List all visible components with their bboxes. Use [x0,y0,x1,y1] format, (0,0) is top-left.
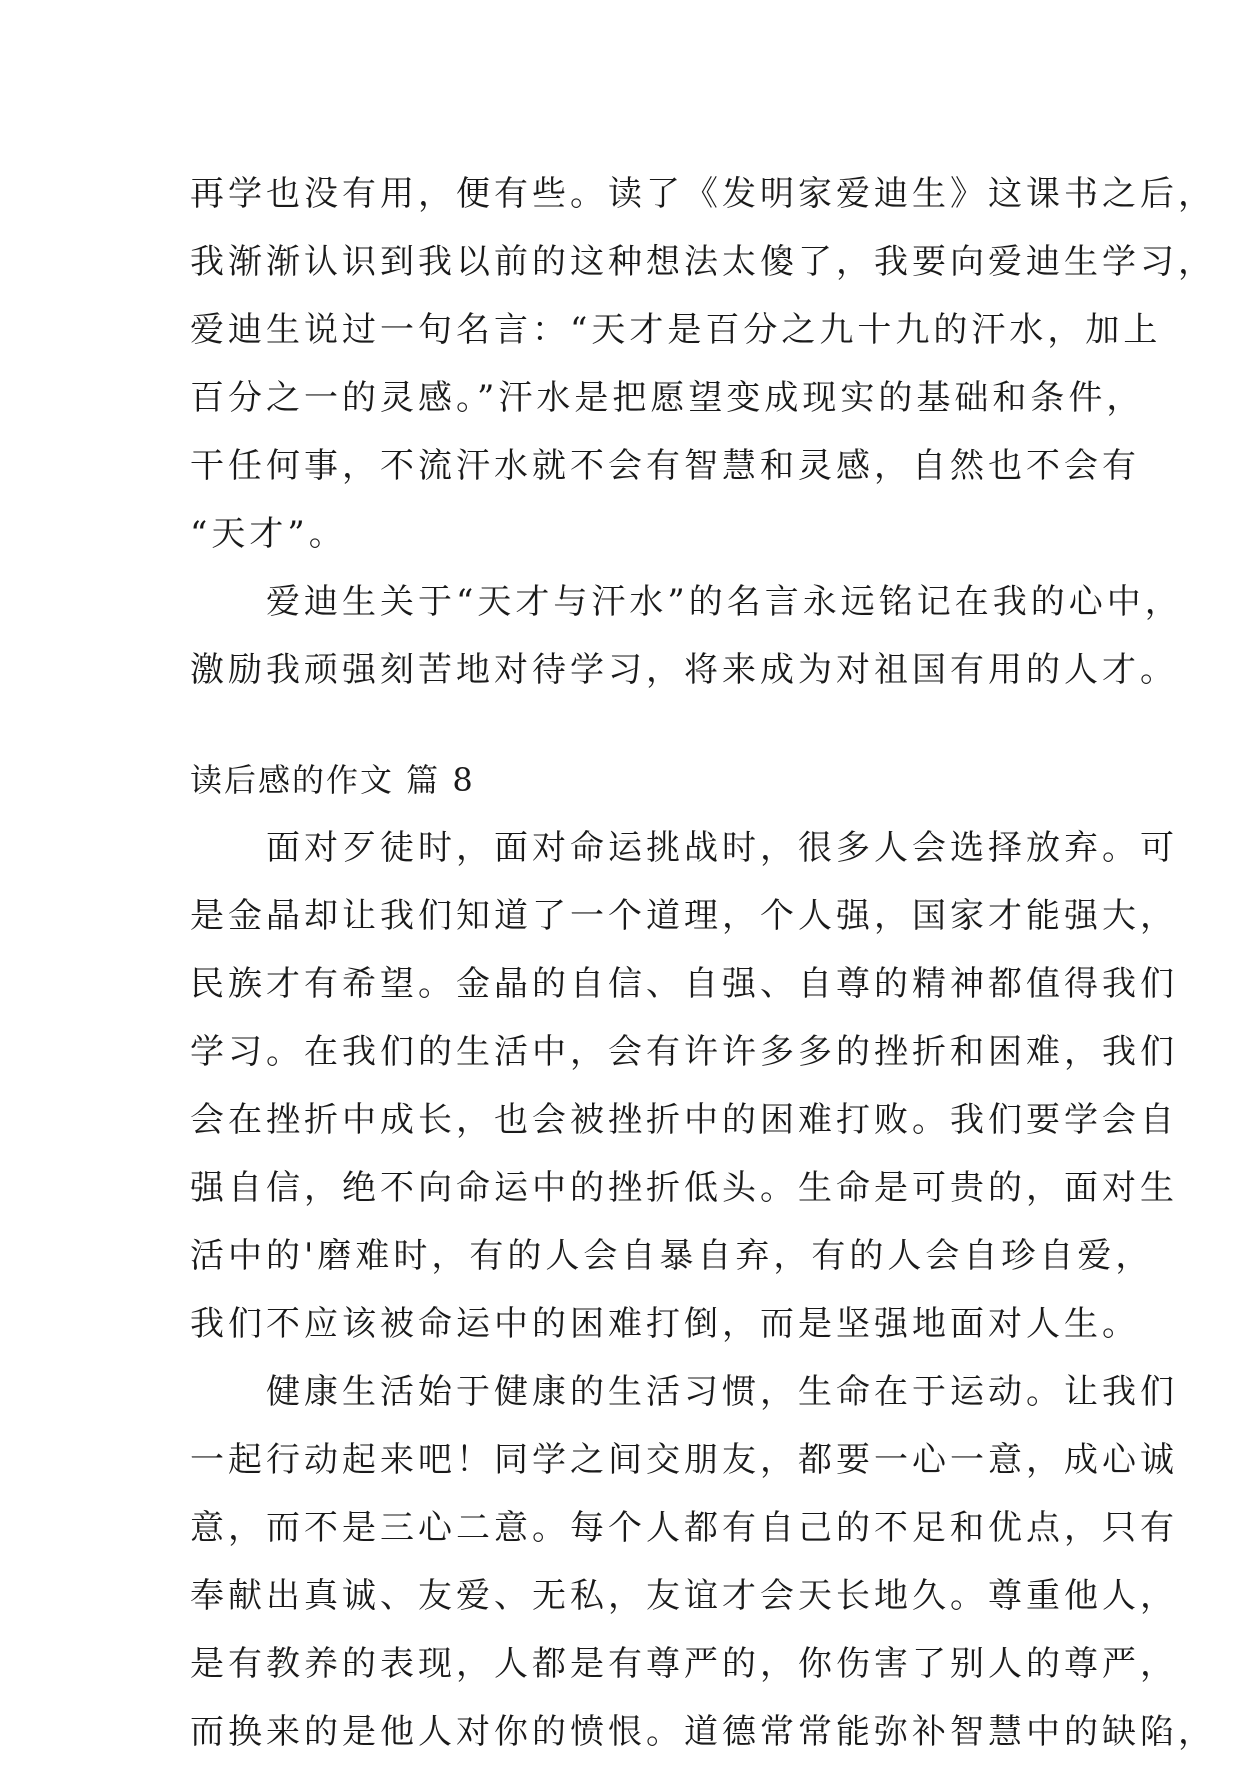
text-line: 意，而不是三心二意。每个人都有自己的不足和优点，只有 [190,1508,1178,1548]
section-title: 读后感的作文 篇 8 [190,761,475,799]
text-line: 强自信，绝不向命运中的挫折低头。生命是可贵的，面对生 [190,1168,1178,1208]
text-line: 一起行动起来吧！同学之间交朋友，都要一心一意，成心诚 [190,1440,1178,1480]
text-line: “天才”。 [190,514,347,554]
text-line: 奉献出真诚、友爱、无私，友谊才会天长地久。尊重他人， [190,1576,1178,1616]
text-line: 是金晶却让我们知道了一个道理，个人强，国家才能强大， [190,896,1178,936]
text-line: 我渐渐认识到我以前的这种想法太傻了，我要向爱迪生学习， [190,242,1216,282]
text-line: 激励我顽强刻苦地对待学习，将来成为对祖国有用的人才。 [190,650,1178,690]
document-page [190,160,1216,1766]
text-line: 爱迪生说过一句名言：“天才是百分之九十九的汗水，加上 [190,310,1162,350]
section-body [190,814,1216,1766]
text-line: 会在挫折中成长，也会被挫折中的困难打败。我们要学会自 [190,1100,1178,1140]
text-line: 活中的'磨难时，有的人会自暴自弃，有的人会自珍自爱， [190,1236,1154,1276]
text-line: 干任何事，不流汗水就不会有智慧和灵感，自然也不会有 [190,446,1140,486]
text-line: 学习。在我们的生活中，会有许许多多的挫折和困难，我们 [190,1032,1178,1072]
text-line: 我们不应该被命运中的困难打倒，而是坚强地面对人生。 [190,1304,1140,1344]
text-line: 面对歹徒时，面对命运挑战时，很多人会选择放弃。可 [190,828,1178,868]
top-text-block [190,160,1216,704]
text-line: 百分之一的灵感。”汗水是把愿望变成现实的基础和条件， [190,378,1145,418]
text-line: 是有教养的表现，人都是有尊严的，你伤害了别人的尊严， [190,1644,1178,1684]
text-line: 再学也没有用，便有些。读了《发明家爱迪生》这课书之后， [190,174,1216,214]
text-line: 而换来的是他人对你的愤恨。道德常常能弥补智慧中的缺陷， [190,1712,1216,1752]
section-spacer [190,704,1090,746]
text-line: 健康生活始于健康的生活习惯，生命在于运动。让我们 [190,1372,1178,1412]
text-line: 爱迪生关于“天才与汗水”的名言永远铭记在我的心中， [190,582,1183,622]
text-line: 民族才有希望。金晶的自信、自强、自尊的精神都值得我们 [190,964,1178,1004]
